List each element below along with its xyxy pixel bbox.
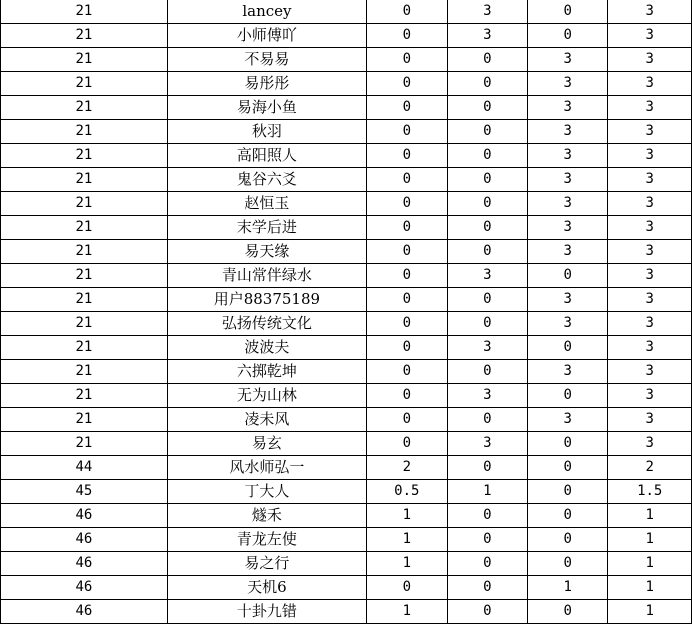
- table-row: [1, 480, 692, 504]
- score-b-cell: 0: [447, 288, 527, 312]
- rank-cell: 21: [1, 192, 168, 216]
- score-b-cell: 3: [447, 24, 527, 48]
- table-row: [1, 528, 692, 552]
- name-cell: 鬼谷六爻: [167, 168, 366, 192]
- name-cell: 青山常伴绿水: [167, 264, 366, 288]
- score-a-cell: 0: [367, 168, 448, 192]
- score-c-cell: 0: [528, 24, 608, 48]
- name-cell: 易玄: [167, 432, 366, 456]
- total-cell: 1: [608, 528, 692, 552]
- score-a-cell: 0: [367, 192, 448, 216]
- total-cell: 3: [608, 24, 692, 48]
- score-b-cell: 0: [447, 504, 527, 528]
- total-cell: 3: [608, 264, 692, 288]
- table-row: [1, 264, 692, 288]
- total-cell: 1: [608, 600, 692, 624]
- score-b-cell: 3: [447, 384, 527, 408]
- score-a-cell: 0: [367, 264, 448, 288]
- rank-cell: 44: [1, 456, 168, 480]
- rank-cell: 21: [1, 264, 168, 288]
- table-row: [1, 312, 692, 336]
- table-row: [1, 408, 692, 432]
- score-a-cell: 0: [367, 240, 448, 264]
- name-cell: lancey: [167, 0, 366, 24]
- score-b-cell: 0: [447, 48, 527, 72]
- rank-cell: 21: [1, 312, 168, 336]
- total-cell: 3: [608, 312, 692, 336]
- score-c-cell: 3: [528, 168, 608, 192]
- score-c-cell: 0: [528, 504, 608, 528]
- rank-cell: 46: [1, 552, 168, 576]
- score-c-cell: 3: [528, 240, 608, 264]
- score-c-cell: 3: [528, 192, 608, 216]
- rank-cell: 46: [1, 528, 168, 552]
- name-cell: 燧禾: [167, 504, 366, 528]
- total-cell: 1: [608, 504, 692, 528]
- score-b-cell: 0: [447, 192, 527, 216]
- score-a-cell: 0: [367, 288, 448, 312]
- score-a-cell: 0: [367, 384, 448, 408]
- score-b-cell: 0: [447, 168, 527, 192]
- score-c-cell: 0: [528, 480, 608, 504]
- score-b-cell: 0: [447, 576, 527, 600]
- table-row: [1, 552, 692, 576]
- name-cell: 易彤彤: [167, 72, 366, 96]
- total-cell: 3: [608, 168, 692, 192]
- score-c-cell: 0: [528, 432, 608, 456]
- total-cell: 1: [608, 552, 692, 576]
- total-cell: 3: [608, 360, 692, 384]
- rank-cell: 21: [1, 120, 168, 144]
- score-b-cell: 0: [447, 360, 527, 384]
- score-c-cell: 3: [528, 312, 608, 336]
- score-c-cell: 3: [528, 360, 608, 384]
- score-b-cell: 0: [447, 408, 527, 432]
- total-cell: 3: [608, 0, 692, 24]
- table-row: [1, 600, 692, 624]
- score-a-cell: 0: [367, 48, 448, 72]
- score-a-cell: 0: [367, 432, 448, 456]
- score-c-cell: 0: [528, 456, 608, 480]
- score-c-cell: 3: [528, 408, 608, 432]
- total-cell: 3: [608, 216, 692, 240]
- rank-cell: 21: [1, 384, 168, 408]
- score-a-cell: 0: [367, 24, 448, 48]
- score-b-cell: 3: [447, 432, 527, 456]
- score-a-cell: 0: [367, 576, 448, 600]
- rank-cell: 21: [1, 72, 168, 96]
- score-c-cell: 1: [528, 576, 608, 600]
- score-c-cell: 3: [528, 144, 608, 168]
- score-b-cell: 3: [447, 336, 527, 360]
- name-cell: 青龙左使: [167, 528, 366, 552]
- table-row: [1, 144, 692, 168]
- total-cell: 2: [608, 456, 692, 480]
- table-row: [1, 96, 692, 120]
- table-row: [1, 456, 692, 480]
- score-b-cell: 1: [447, 480, 527, 504]
- name-cell: 波波夫: [167, 336, 366, 360]
- table-row: [1, 72, 692, 96]
- table-row: [1, 360, 692, 384]
- total-cell: 3: [608, 96, 692, 120]
- name-cell: 十卦九错: [167, 600, 366, 624]
- total-cell: 3: [608, 144, 692, 168]
- score-a-cell: 0: [367, 144, 448, 168]
- score-a-cell: 1: [367, 552, 448, 576]
- score-a-cell: 0: [367, 360, 448, 384]
- name-cell: 不易易: [167, 48, 366, 72]
- table-row: [1, 216, 692, 240]
- score-a-cell: 1: [367, 528, 448, 552]
- rank-cell: 21: [1, 360, 168, 384]
- name-cell: 风水师弘一: [167, 456, 366, 480]
- score-c-cell: 0: [528, 384, 608, 408]
- name-cell: 无为山林: [167, 384, 366, 408]
- total-cell: 3: [608, 240, 692, 264]
- total-cell: 3: [608, 120, 692, 144]
- score-c-cell: 3: [528, 48, 608, 72]
- score-a-cell: 0: [367, 216, 448, 240]
- score-b-cell: 0: [447, 96, 527, 120]
- score-c-cell: 0: [528, 600, 608, 624]
- score-c-cell: 0: [528, 336, 608, 360]
- score-c-cell: 3: [528, 96, 608, 120]
- table-row: [1, 240, 692, 264]
- table-row: [1, 576, 692, 600]
- table-row: [1, 504, 692, 528]
- rank-cell: 21: [1, 216, 168, 240]
- name-cell: 六掷乾坤: [167, 360, 366, 384]
- rank-cell: 46: [1, 504, 168, 528]
- total-cell: 3: [608, 408, 692, 432]
- table-row: [1, 24, 692, 48]
- score-a-cell: 0.5: [367, 480, 448, 504]
- rank-cell: 21: [1, 144, 168, 168]
- name-cell: 易海小鱼: [167, 96, 366, 120]
- score-a-cell: 0: [367, 336, 448, 360]
- score-b-cell: 3: [447, 0, 527, 24]
- name-cell: 弘扬传统文化: [167, 312, 366, 336]
- score-a-cell: 0: [367, 72, 448, 96]
- rank-cell: 46: [1, 576, 168, 600]
- score-b-cell: 0: [447, 312, 527, 336]
- total-cell: 3: [608, 384, 692, 408]
- score-b-cell: 0: [447, 240, 527, 264]
- name-cell: 末学后进: [167, 216, 366, 240]
- score-a-cell: 2: [367, 456, 448, 480]
- table-row: [1, 120, 692, 144]
- rank-cell: 21: [1, 288, 168, 312]
- name-cell: 丁大人: [167, 480, 366, 504]
- score-c-cell: 0: [528, 528, 608, 552]
- name-cell: 用户88375189: [167, 288, 366, 312]
- rank-cell: 21: [1, 24, 168, 48]
- total-cell: 3: [608, 432, 692, 456]
- score-b-cell: 0: [447, 120, 527, 144]
- score-a-cell: 0: [367, 0, 448, 24]
- score-c-cell: 0: [528, 0, 608, 24]
- rank-cell: 21: [1, 408, 168, 432]
- total-cell: 1: [608, 576, 692, 600]
- table-row: [1, 336, 692, 360]
- rank-cell: 21: [1, 0, 168, 24]
- total-cell: 1.5: [608, 480, 692, 504]
- total-cell: 3: [608, 192, 692, 216]
- score-c-cell: 3: [528, 216, 608, 240]
- rank-cell: 21: [1, 336, 168, 360]
- name-cell: 赵恒玉: [167, 192, 366, 216]
- score-c-cell: 3: [528, 120, 608, 144]
- score-a-cell: 0: [367, 120, 448, 144]
- name-cell: 易天缘: [167, 240, 366, 264]
- table-row: [1, 48, 692, 72]
- score-a-cell: 1: [367, 600, 448, 624]
- score-b-cell: 0: [447, 456, 527, 480]
- score-b-cell: 0: [447, 72, 527, 96]
- score-c-cell: 3: [528, 72, 608, 96]
- total-cell: 3: [608, 288, 692, 312]
- rank-cell: 21: [1, 96, 168, 120]
- table-row: [1, 384, 692, 408]
- name-cell: 凌未风: [167, 408, 366, 432]
- name-cell: 秋羽: [167, 120, 366, 144]
- table-row: [1, 432, 692, 456]
- score-b-cell: 3: [447, 264, 527, 288]
- table-row: [1, 192, 692, 216]
- table-row: [1, 288, 692, 312]
- score-a-cell: 1: [367, 504, 448, 528]
- score-c-cell: 3: [528, 288, 608, 312]
- table-row: [1, 168, 692, 192]
- name-cell: 高阳照人: [167, 144, 366, 168]
- score-b-cell: 0: [447, 552, 527, 576]
- rank-cell: 45: [1, 480, 168, 504]
- score-a-cell: 0: [367, 96, 448, 120]
- rank-cell: 21: [1, 168, 168, 192]
- rank-cell: 46: [1, 600, 168, 624]
- ranking-table-body: [1, 0, 692, 624]
- total-cell: 3: [608, 48, 692, 72]
- score-a-cell: 0: [367, 312, 448, 336]
- total-cell: 3: [608, 336, 692, 360]
- score-c-cell: 0: [528, 552, 608, 576]
- score-b-cell: 0: [447, 216, 527, 240]
- name-cell: 天机6: [167, 576, 366, 600]
- score-b-cell: 0: [447, 600, 527, 624]
- score-b-cell: 0: [447, 528, 527, 552]
- table-row: [1, 0, 692, 24]
- rank-cell: 21: [1, 240, 168, 264]
- rank-cell: 21: [1, 48, 168, 72]
- score-c-cell: 0: [528, 264, 608, 288]
- total-cell: 3: [608, 72, 692, 96]
- rank-cell: 21: [1, 432, 168, 456]
- score-a-cell: 0: [367, 408, 448, 432]
- score-b-cell: 0: [447, 144, 527, 168]
- name-cell: 易之行: [167, 552, 366, 576]
- name-cell: 小师傅吖: [167, 24, 366, 48]
